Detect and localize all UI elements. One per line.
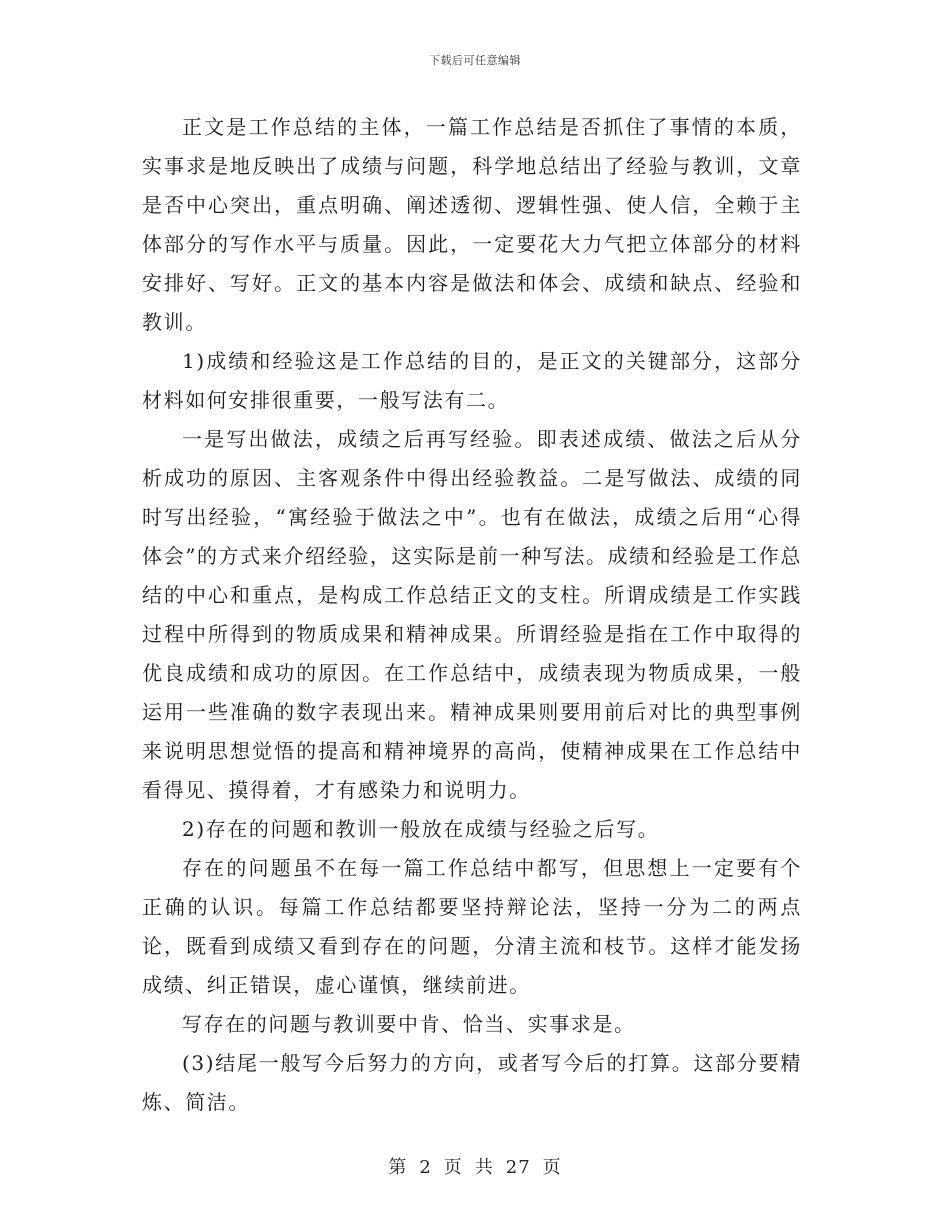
paragraph-section-1-body: 一是写出做法，成绩之后再写经验。即表述成绩、做法之后从分析成功的原因、主客观条件中得出经验教益。二是写做法、成绩的同时写出经验，“寓经验于做法之中”。也有在做法，成绩之后用“心得体会”的方式来介绍经验，这实际是前一种写法。成绩和经验是工作总结的中心和重点，是构成工作总结正文的支柱。所谓成绩是工作实践过程中所得到的物质成果和精神成果。所谓经验是指在工作中取得的优良成绩和成功的原因。在工作总结中，成绩表现为物质成果，一般运用一些准确的数字表现出来。精神成果则要用前后对比的典型事例来说明思想觉悟的提高和精神境界的高尚，使精神成果在工作总结中看得见、摸得着，才有感染力和说明力。 [142,427,802,802]
page-footer [0,1153,950,1179]
page-number: 2 [419,1157,432,1178]
paragraph-section-2-heading: 2)存在的问题和教训一般放在成绩与经验之后写。 [182,817,660,841]
paragraph-section-3: (3)结尾一般写今后努力的方向，或者写今后的打算。这部分要精炼、简洁。 [142,1051,802,1114]
paragraph-body-intro: 正文是工作总结的主体，一篇工作总结是否抓住了事情的本质，实事求是地反映出了成绩与问题，科学地总结出了经验与教训，文章是否中心突出，重点明确、阐述透彻、逻辑性强、使人信，全赖于主体部分的写作水平与质量。因此，一定要花大力气把立体部分的材料安排好、写好。正文的基本内容是做法和体会、成绩和缺点、经验和教训。 [142,115,802,334]
page-header: 下载后可任意编辑 [429,54,521,67]
footer-page-unit: 页 [443,1157,463,1178]
paragraph-section-2-note: 写存在的问题与教训要中肯、恰当、实事求是。 [182,1012,636,1036]
footer-prefix: 第 [388,1157,408,1178]
footer-total-prefix: 共 [474,1157,494,1178]
footer-total-unit: 页 [542,1157,562,1178]
page-total: 27 [505,1157,531,1178]
document-body [142,108,802,1122]
paragraph-section-2-body: 存在的问题虽不在每一篇工作总结中都写，但思想上一定要有个正确的认识。每篇工作总结都要坚持辩论法，坚持一分为二的两点论，既看到成绩又看到存在的问题，分清主流和枝节。这样才能发扬成绩、纠正错误，虚心谨慎，继续前进。 [142,856,802,997]
paragraph-section-1-heading: 1)成绩和经验这是工作总结的目的，是正文的关键部分，这部分材料如何安排很重要，一般写法有二。 [142,349,802,412]
